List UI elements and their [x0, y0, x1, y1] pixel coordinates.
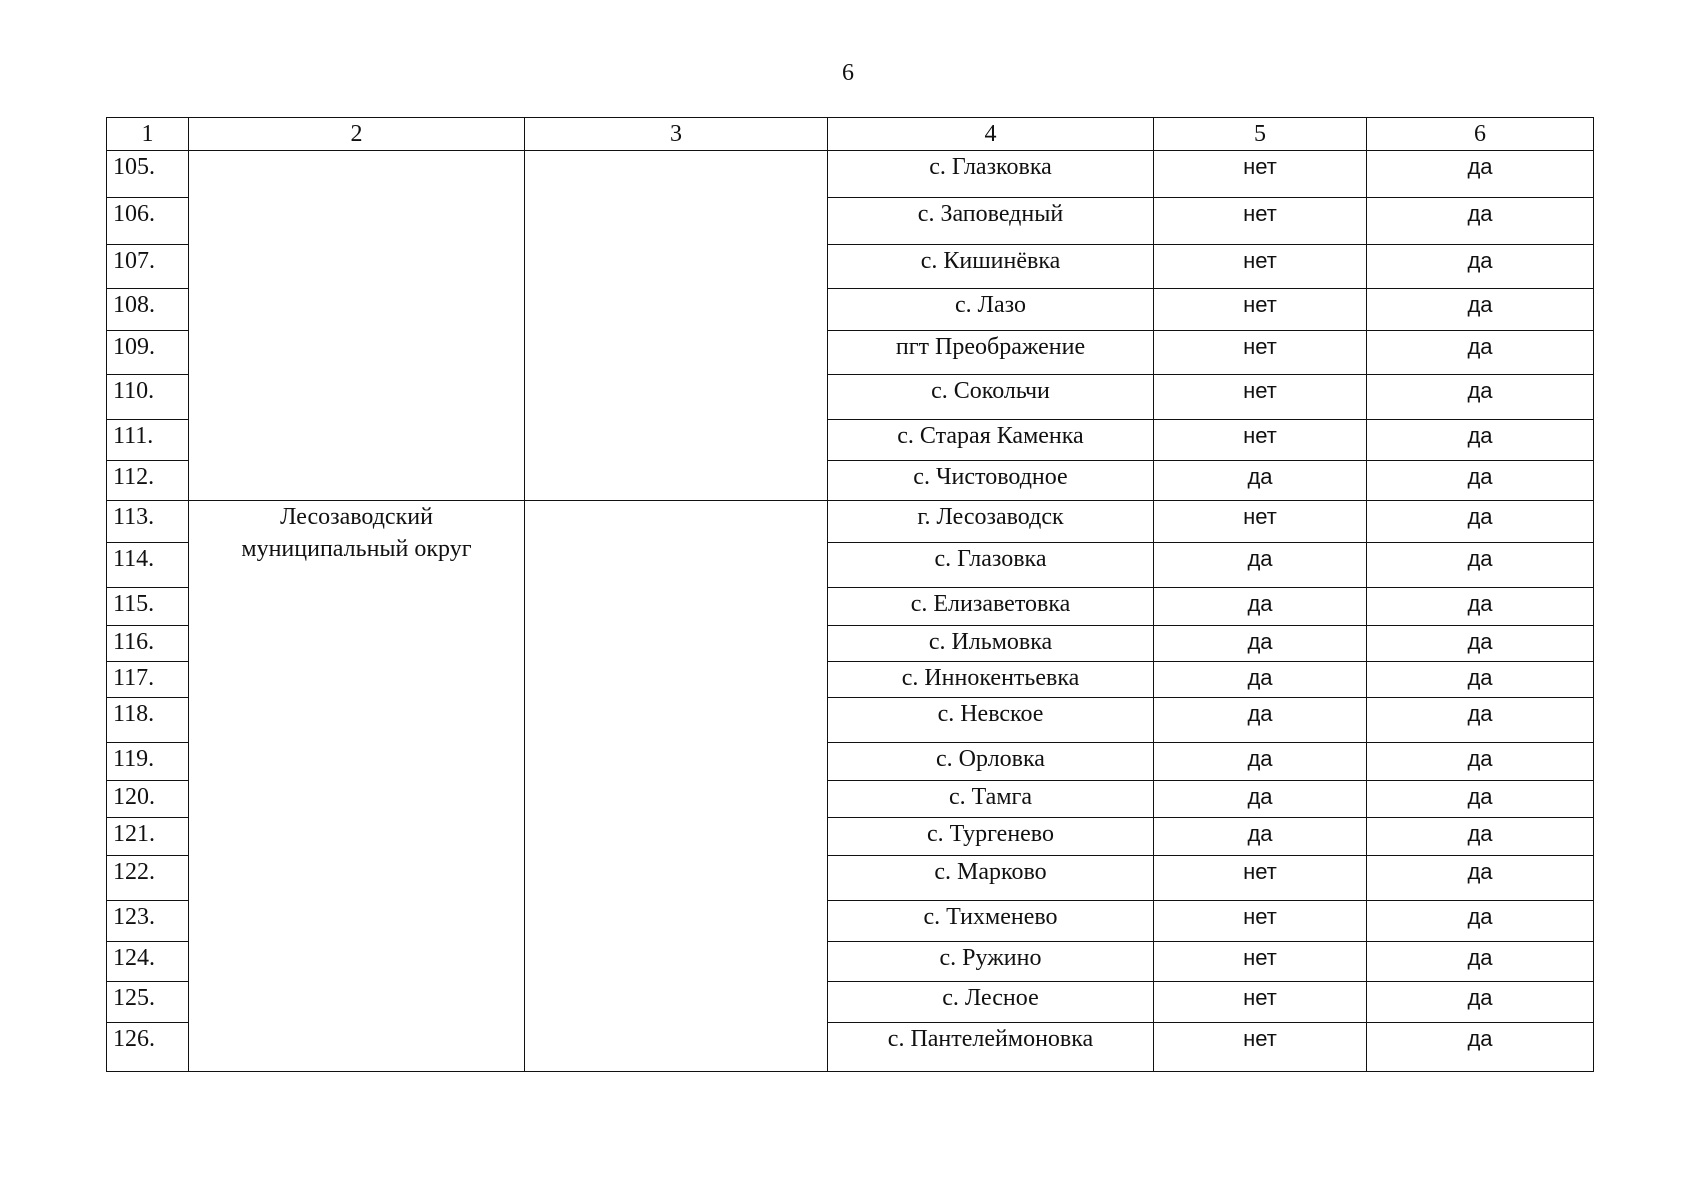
settlement-name: с. Старая Каменка	[828, 420, 1154, 461]
column-6-value: да	[1367, 501, 1594, 543]
settlement-name: с. Елизаветовка	[828, 588, 1154, 626]
column-5-value: нет	[1154, 856, 1367, 901]
table-group-a	[107, 151, 1594, 501]
settlement-name: с. Тихменево	[828, 901, 1154, 942]
row-number: 113.	[107, 501, 189, 543]
row-number: 114.	[107, 543, 189, 588]
row-number: 110.	[107, 375, 189, 420]
settlement-name: с. Иннокентьевка	[828, 662, 1154, 698]
column-6-value: да	[1367, 942, 1594, 982]
column-header-3: 3	[525, 118, 828, 151]
column-5-value: да	[1154, 543, 1367, 588]
settlement-name: с. Лазо	[828, 289, 1154, 331]
column-5-value: нет	[1154, 151, 1367, 198]
row-number: 124.	[107, 942, 189, 982]
column-6-value: да	[1367, 245, 1594, 289]
district-name	[189, 151, 525, 501]
column-5-value: да	[1154, 818, 1367, 856]
row-number: 112.	[107, 461, 189, 501]
row-number: 123.	[107, 901, 189, 942]
column-6-value: да	[1367, 375, 1594, 420]
column-6-value: да	[1367, 331, 1594, 375]
settlement-name: с. Тамга	[828, 781, 1154, 818]
row-number: 122.	[107, 856, 189, 901]
column-6-value: да	[1367, 781, 1594, 818]
column-6-value: да	[1367, 698, 1594, 743]
column-5-value: нет	[1154, 245, 1367, 289]
column-6-value: да	[1367, 543, 1594, 588]
column-6-value: да	[1367, 901, 1594, 942]
row-number: 116.	[107, 626, 189, 662]
row-number: 115.	[107, 588, 189, 626]
column-5-value: нет	[1154, 289, 1367, 331]
column-5-value: да	[1154, 461, 1367, 501]
row-number: 118.	[107, 698, 189, 743]
column-header-5: 5	[1154, 118, 1367, 151]
settlement-name: с. Глазковка	[828, 151, 1154, 198]
settlement-name: с. Лесное	[828, 982, 1154, 1023]
column-header-2: 2	[189, 118, 525, 151]
page-number: 6	[842, 60, 854, 86]
column-header-1: 1	[107, 118, 189, 151]
column-5-value: да	[1154, 588, 1367, 626]
table-row	[107, 501, 1594, 543]
column-5-value: да	[1154, 626, 1367, 662]
row-number: 106.	[107, 198, 189, 245]
column-6-value: да	[1367, 588, 1594, 626]
column-5-value: да	[1154, 662, 1367, 698]
settlement-name: с. Марково	[828, 856, 1154, 901]
column-6-value: да	[1367, 662, 1594, 698]
column-5-value: да	[1154, 698, 1367, 743]
column-5-value: нет	[1154, 420, 1367, 461]
column-5-value: нет	[1154, 501, 1367, 543]
settlement-name: с. Ильмовка	[828, 626, 1154, 662]
column-6-value: да	[1367, 420, 1594, 461]
column-5-value: нет	[1154, 901, 1367, 942]
column-5-value: нет	[1154, 942, 1367, 982]
column-5-value: да	[1154, 743, 1367, 781]
column-3-cell	[525, 151, 828, 501]
settlements-table	[106, 117, 1594, 1072]
row-number: 121.	[107, 818, 189, 856]
column-header-6: 6	[1367, 118, 1594, 151]
column-5-value: нет	[1154, 331, 1367, 375]
settlement-name: г. Лесозаводск	[828, 501, 1154, 543]
settlement-name: пгт Преображение	[828, 331, 1154, 375]
settlement-name: с. Невское	[828, 698, 1154, 743]
table-header-row	[107, 118, 1594, 151]
table-group-b	[107, 501, 1594, 1072]
column-6-value: да	[1367, 198, 1594, 245]
table-row	[107, 151, 1594, 198]
settlement-name: с. Сокольчи	[828, 375, 1154, 420]
column-6-value: да	[1367, 151, 1594, 198]
row-number: 120.	[107, 781, 189, 818]
column-6-value: да	[1367, 982, 1594, 1023]
settlement-name: с. Заповедный	[828, 198, 1154, 245]
settlement-name: с. Орловка	[828, 743, 1154, 781]
column-5-value: нет	[1154, 1023, 1367, 1072]
column-5-value: нет	[1154, 198, 1367, 245]
row-number: 109.	[107, 331, 189, 375]
district-name: Лесозаводский муниципальный округ	[189, 501, 525, 1072]
column-6-value: да	[1367, 743, 1594, 781]
row-number: 119.	[107, 743, 189, 781]
column-5-value: нет	[1154, 982, 1367, 1023]
settlement-name: с. Пантелеймоновка	[828, 1023, 1154, 1072]
column-6-value: да	[1367, 856, 1594, 901]
column-5-value: нет	[1154, 375, 1367, 420]
column-3-cell	[525, 501, 828, 1072]
row-number: 125.	[107, 982, 189, 1023]
settlement-name: с. Чистоводное	[828, 461, 1154, 501]
row-number: 107.	[107, 245, 189, 289]
column-6-value: да	[1367, 1023, 1594, 1072]
column-5-value: да	[1154, 781, 1367, 818]
row-number: 111.	[107, 420, 189, 461]
row-number: 117.	[107, 662, 189, 698]
settlement-name: с. Глазовка	[828, 543, 1154, 588]
settlement-name: с. Тургенево	[828, 818, 1154, 856]
column-6-value: да	[1367, 289, 1594, 331]
settlement-name: с. Ружино	[828, 942, 1154, 982]
row-number: 126.	[107, 1023, 189, 1072]
column-6-value: да	[1367, 461, 1594, 501]
row-number: 108.	[107, 289, 189, 331]
row-number: 105.	[107, 151, 189, 198]
column-6-value: да	[1367, 818, 1594, 856]
column-header-4: 4	[828, 118, 1154, 151]
column-6-value: да	[1367, 626, 1594, 662]
settlement-name: с. Кишинёвка	[828, 245, 1154, 289]
